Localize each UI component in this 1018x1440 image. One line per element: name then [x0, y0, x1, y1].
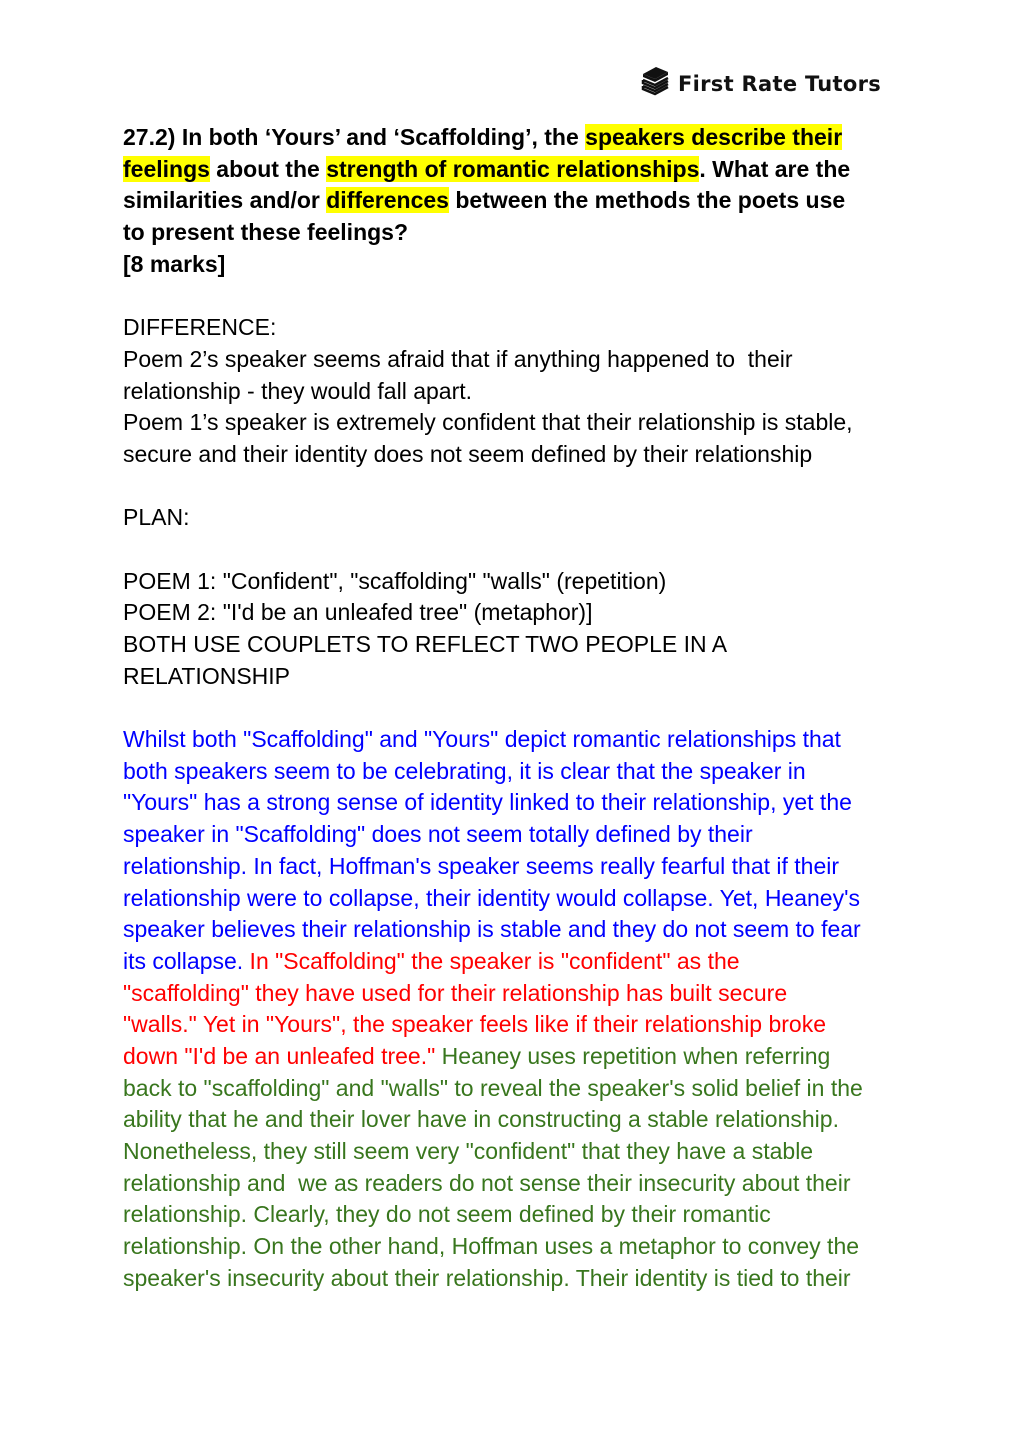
- text-line: [123, 597, 923, 629]
- text-segment: speaker's insecurity about their relationship. Their identity is tied to their: [123, 1264, 851, 1291]
- text-segment: Poem 2’s speaker seems afraid that if anything happened to their: [123, 345, 793, 372]
- question-line: [123, 249, 923, 281]
- question-line: [123, 154, 923, 186]
- text-line: [123, 1073, 923, 1105]
- text-line: [123, 692, 923, 724]
- text-segment: In "Scaffolding" the speaker is "confident" as the: [243, 947, 740, 974]
- question-line: [123, 185, 923, 217]
- text-line: [123, 1231, 923, 1263]
- text-line: [123, 344, 923, 376]
- text-segment: similarities and/or: [123, 187, 327, 214]
- text-line: [123, 724, 923, 756]
- text-line: [123, 946, 923, 978]
- first-rate-tutors-logo: [640, 64, 881, 103]
- text-line: [123, 566, 923, 598]
- text-line: [123, 376, 923, 408]
- text-line: [123, 978, 923, 1010]
- text-segment: relationship. In fact, Hoffman's speaker seems really fearful that if their: [123, 852, 840, 879]
- text-segment: relationship. On the other hand, Hoffman uses a metaphor to convey the: [123, 1233, 860, 1260]
- text-line: [123, 407, 923, 439]
- text-line: [123, 439, 923, 471]
- highlighted-text: differences: [326, 187, 449, 214]
- text-segment: DIFFERENCE:: [123, 314, 277, 341]
- document-body: [123, 122, 923, 1294]
- highlighted-text: strength of romantic relationships: [326, 155, 700, 182]
- text-segment: "walls." Yet in "Yours", the speaker feels like if their relationship broke: [123, 1011, 827, 1038]
- text-line: [123, 661, 923, 693]
- text-segment: BOTH USE COUPLETS TO REFLECT TWO PEOPLE IN A: [123, 631, 728, 657]
- logo-text: First Rate Tutors: [678, 71, 882, 96]
- highlighted-text: feelings: [123, 155, 210, 182]
- text-segment: Nonetheless, they still seem very "confident" that they have a stable: [123, 1138, 814, 1164]
- text-line: [123, 1168, 923, 1200]
- text-line: [123, 883, 923, 915]
- text-line: [123, 471, 923, 503]
- text-segment: between the methods the poets use: [448, 187, 846, 214]
- text-segment: speaker in "Scaffolding" does not seem totally defined by their: [123, 821, 753, 848]
- text-line: [123, 534, 923, 566]
- text-line: [123, 1263, 923, 1295]
- text-line: [123, 756, 923, 788]
- text-segment: relationship - they would fall apart.: [123, 377, 473, 404]
- text-segment: down "I'd be an unleafed tree.": [123, 1042, 436, 1069]
- text-segment: PLAN:: [123, 504, 190, 531]
- text-segment: RELATIONSHIP: [123, 662, 290, 689]
- text-segment: "scaffolding" they have used for their relationship has built secure: [123, 979, 788, 1006]
- question-line: [123, 217, 923, 249]
- text-segment: POEM 2: "I'd be an unleafed tree" (metaphor)]: [123, 599, 593, 626]
- text-line: [123, 851, 923, 883]
- text-segment: relationship were to collapse, their identity would collapse. Yet, Heaney's: [123, 884, 860, 911]
- text-line: [123, 502, 923, 534]
- text-line: [123, 280, 923, 312]
- text-segment: Whilst both "Scaffolding" and "Yours" depict romantic relationships that: [123, 726, 841, 753]
- text-line: [123, 312, 923, 344]
- text-segment: to present these feelings?: [123, 219, 409, 246]
- text-line: [123, 1041, 923, 1073]
- books-stack-icon: [640, 64, 670, 103]
- text-segment: relationship. Clearly, they do not seem defined by their romantic: [123, 1201, 771, 1228]
- text-line: [123, 1136, 923, 1168]
- text-segment: relationship and we as readers do not sense their insecurity about their: [123, 1169, 851, 1196]
- text-segment: speaker believes their relationship is stable and they do not seem to fear: [123, 916, 861, 943]
- text-segment: back to "scaffolding" and "walls" to reveal the speaker's solid belief in the: [123, 1074, 863, 1101]
- text-segment: both speakers seem to be celebrating, it is clear that the speaker in: [123, 757, 806, 784]
- text-segment: secure and their identity does not seem defined by their relationship: [123, 440, 813, 467]
- text-segment: ability that he and their lover have in constructing a stable relationship.: [123, 1106, 839, 1133]
- text-segment: its collapse.: [123, 947, 244, 974]
- text-line: [123, 787, 923, 819]
- text-segment: Poem 1’s speaker is extremely confident that their relationship is stable,: [123, 409, 853, 436]
- text-segment: [8 marks]: [123, 250, 226, 277]
- text-line: [123, 1104, 923, 1136]
- highlighted-text: speakers describe their: [585, 124, 843, 150]
- text-line: [123, 914, 923, 946]
- text-segment: about the: [209, 155, 327, 182]
- text-line: [123, 1009, 923, 1041]
- text-segment: Heaney uses repetition when referring: [435, 1042, 831, 1069]
- text-line: [123, 819, 923, 851]
- text-line: [123, 629, 923, 661]
- text-segment: . What are the: [699, 155, 851, 182]
- text-segment: POEM 1: "Confident", "scaffolding" "walls" (repetition): [123, 567, 667, 594]
- text-segment: 27.2) In both ‘Yours’ and ‘Scaffolding’, the: [123, 124, 586, 150]
- text-line: [123, 1199, 923, 1231]
- text-segment: "Yours" has a strong sense of identity linked to their relationship, yet the: [123, 789, 852, 816]
- question-line: [123, 122, 923, 154]
